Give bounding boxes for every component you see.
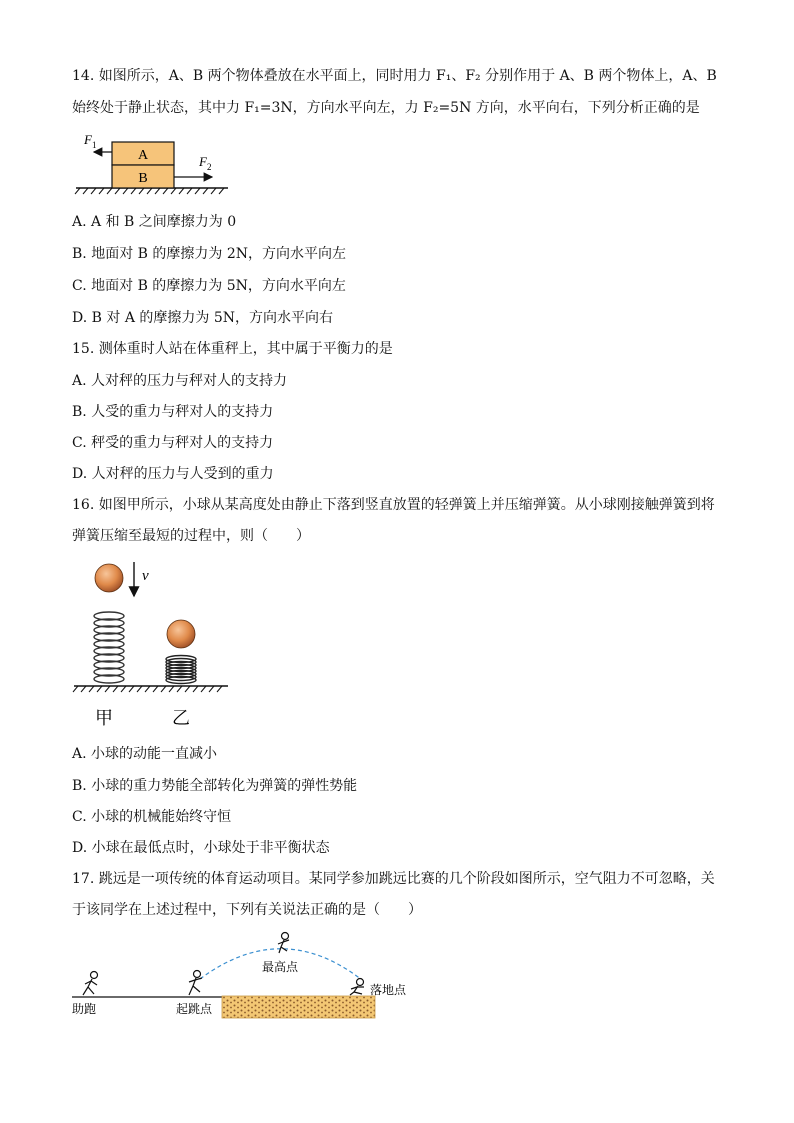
q16-option-a: A. 小球的动能一直减小 — [72, 746, 218, 762]
q14-stem-line2: 始终处于静止状态，其中力 F₁=3N，方向水平向左，力 F₂=5N 方向，水平向右，下列分析正确的是 — [72, 100, 700, 116]
q14-block-a-label: A — [137, 148, 149, 163]
q15-option-c: C. 秤受的重力与秤对人的支持力 — [72, 435, 274, 451]
q14-block-b-label: B — [138, 171, 148, 186]
q16-velocity-label: v — [142, 568, 149, 584]
q17-highest-figure — [278, 933, 289, 954]
q16-spring-figure — [72, 558, 242, 730]
q16-stem-line1: 16. 如图甲所示，小球从某高度处由静止下落到竖直放置的轻弹簧上并压缩弹簧。从小球刚接触弹簧到将 — [72, 497, 715, 513]
q16-ball-on-spring — [167, 620, 195, 648]
q17-stem-line2: 于该同学在上述过程中，下列有关说法正确的是（ ） — [72, 902, 422, 918]
q16-spring-compressed — [166, 656, 196, 684]
q14-f1-subscript: 1 — [92, 140, 97, 150]
q15-option-a: A. 人对秤的压力与秤对人的支持力 — [72, 373, 288, 389]
q14-option-a: A. A 和 B 之间摩擦力为 0 — [72, 214, 237, 230]
q14-f2-subscript: 2 — [207, 162, 212, 172]
q15-option-d: D. 人对秤的压力与人受到的重力 — [72, 466, 274, 482]
q17-label-highest: 最高点 — [262, 960, 299, 974]
q14-ground — [75, 188, 228, 194]
q15-stem: 15. 测体重时人站在体重秤上，其中属于平衡力的是 — [72, 341, 393, 357]
q17-sand-pit — [222, 996, 375, 1018]
q14-f2-label: F — [199, 154, 207, 169]
q16-stem-line2: 弹簧压缩至最短的过程中，则（ ） — [72, 528, 310, 544]
q15-option-b: B. 人受的重力与秤对人的支持力 — [72, 404, 274, 420]
q14-blocks-figure — [72, 130, 232, 200]
q16-falling-ball — [95, 564, 123, 592]
q14-option-b: B. 地面对 B 的摩擦力为 2N，方向水平向左 — [72, 246, 346, 262]
q14-option-d: D. B 对 A 的摩擦力为 5N，方向水平向右 — [72, 310, 333, 326]
q16-option-b: B. 小球的重力势能全部转化为弹簧的弹性势能 — [72, 778, 358, 794]
q16-ground — [73, 686, 228, 692]
q17-runner-figure — [83, 972, 98, 996]
q16-option-c: C. 小球的机械能始终守恒 — [72, 809, 232, 825]
q14-option-c: C. 地面对 B 的摩擦力为 5N，方向水平向左 — [72, 278, 346, 294]
q17-label-takeoff: 起跳点 — [176, 1002, 213, 1016]
q16-label-jia: 甲 — [95, 708, 113, 728]
q17-takeoff-figure — [189, 971, 202, 996]
q16-spring-uncompressed — [94, 612, 124, 683]
q17-label-landing: 落地点 — [370, 983, 407, 997]
q16-label-yi: 乙 — [172, 708, 190, 728]
q17-label-run: 助跑 — [72, 1002, 97, 1016]
q17-long-jump-figure — [72, 924, 422, 1024]
q17-landing-figure — [350, 979, 364, 996]
q16-option-d: D. 小球在最低点时，小球处于非平衡状态 — [72, 840, 330, 856]
q14-f1-label: F — [84, 132, 92, 147]
q14-stem-line1: 14. 如图所示，A、B 两个物体叠放在水平面上，同时用力 F₁、F₂ 分别作用于 A、B 两个物体上，A、B — [72, 68, 717, 84]
q17-stem-line1: 17. 跳远是一项传统的体育运动项目。某同学参加跳远比赛的几个阶段如图所示，空气阻力不可忽略，关 — [72, 871, 715, 887]
